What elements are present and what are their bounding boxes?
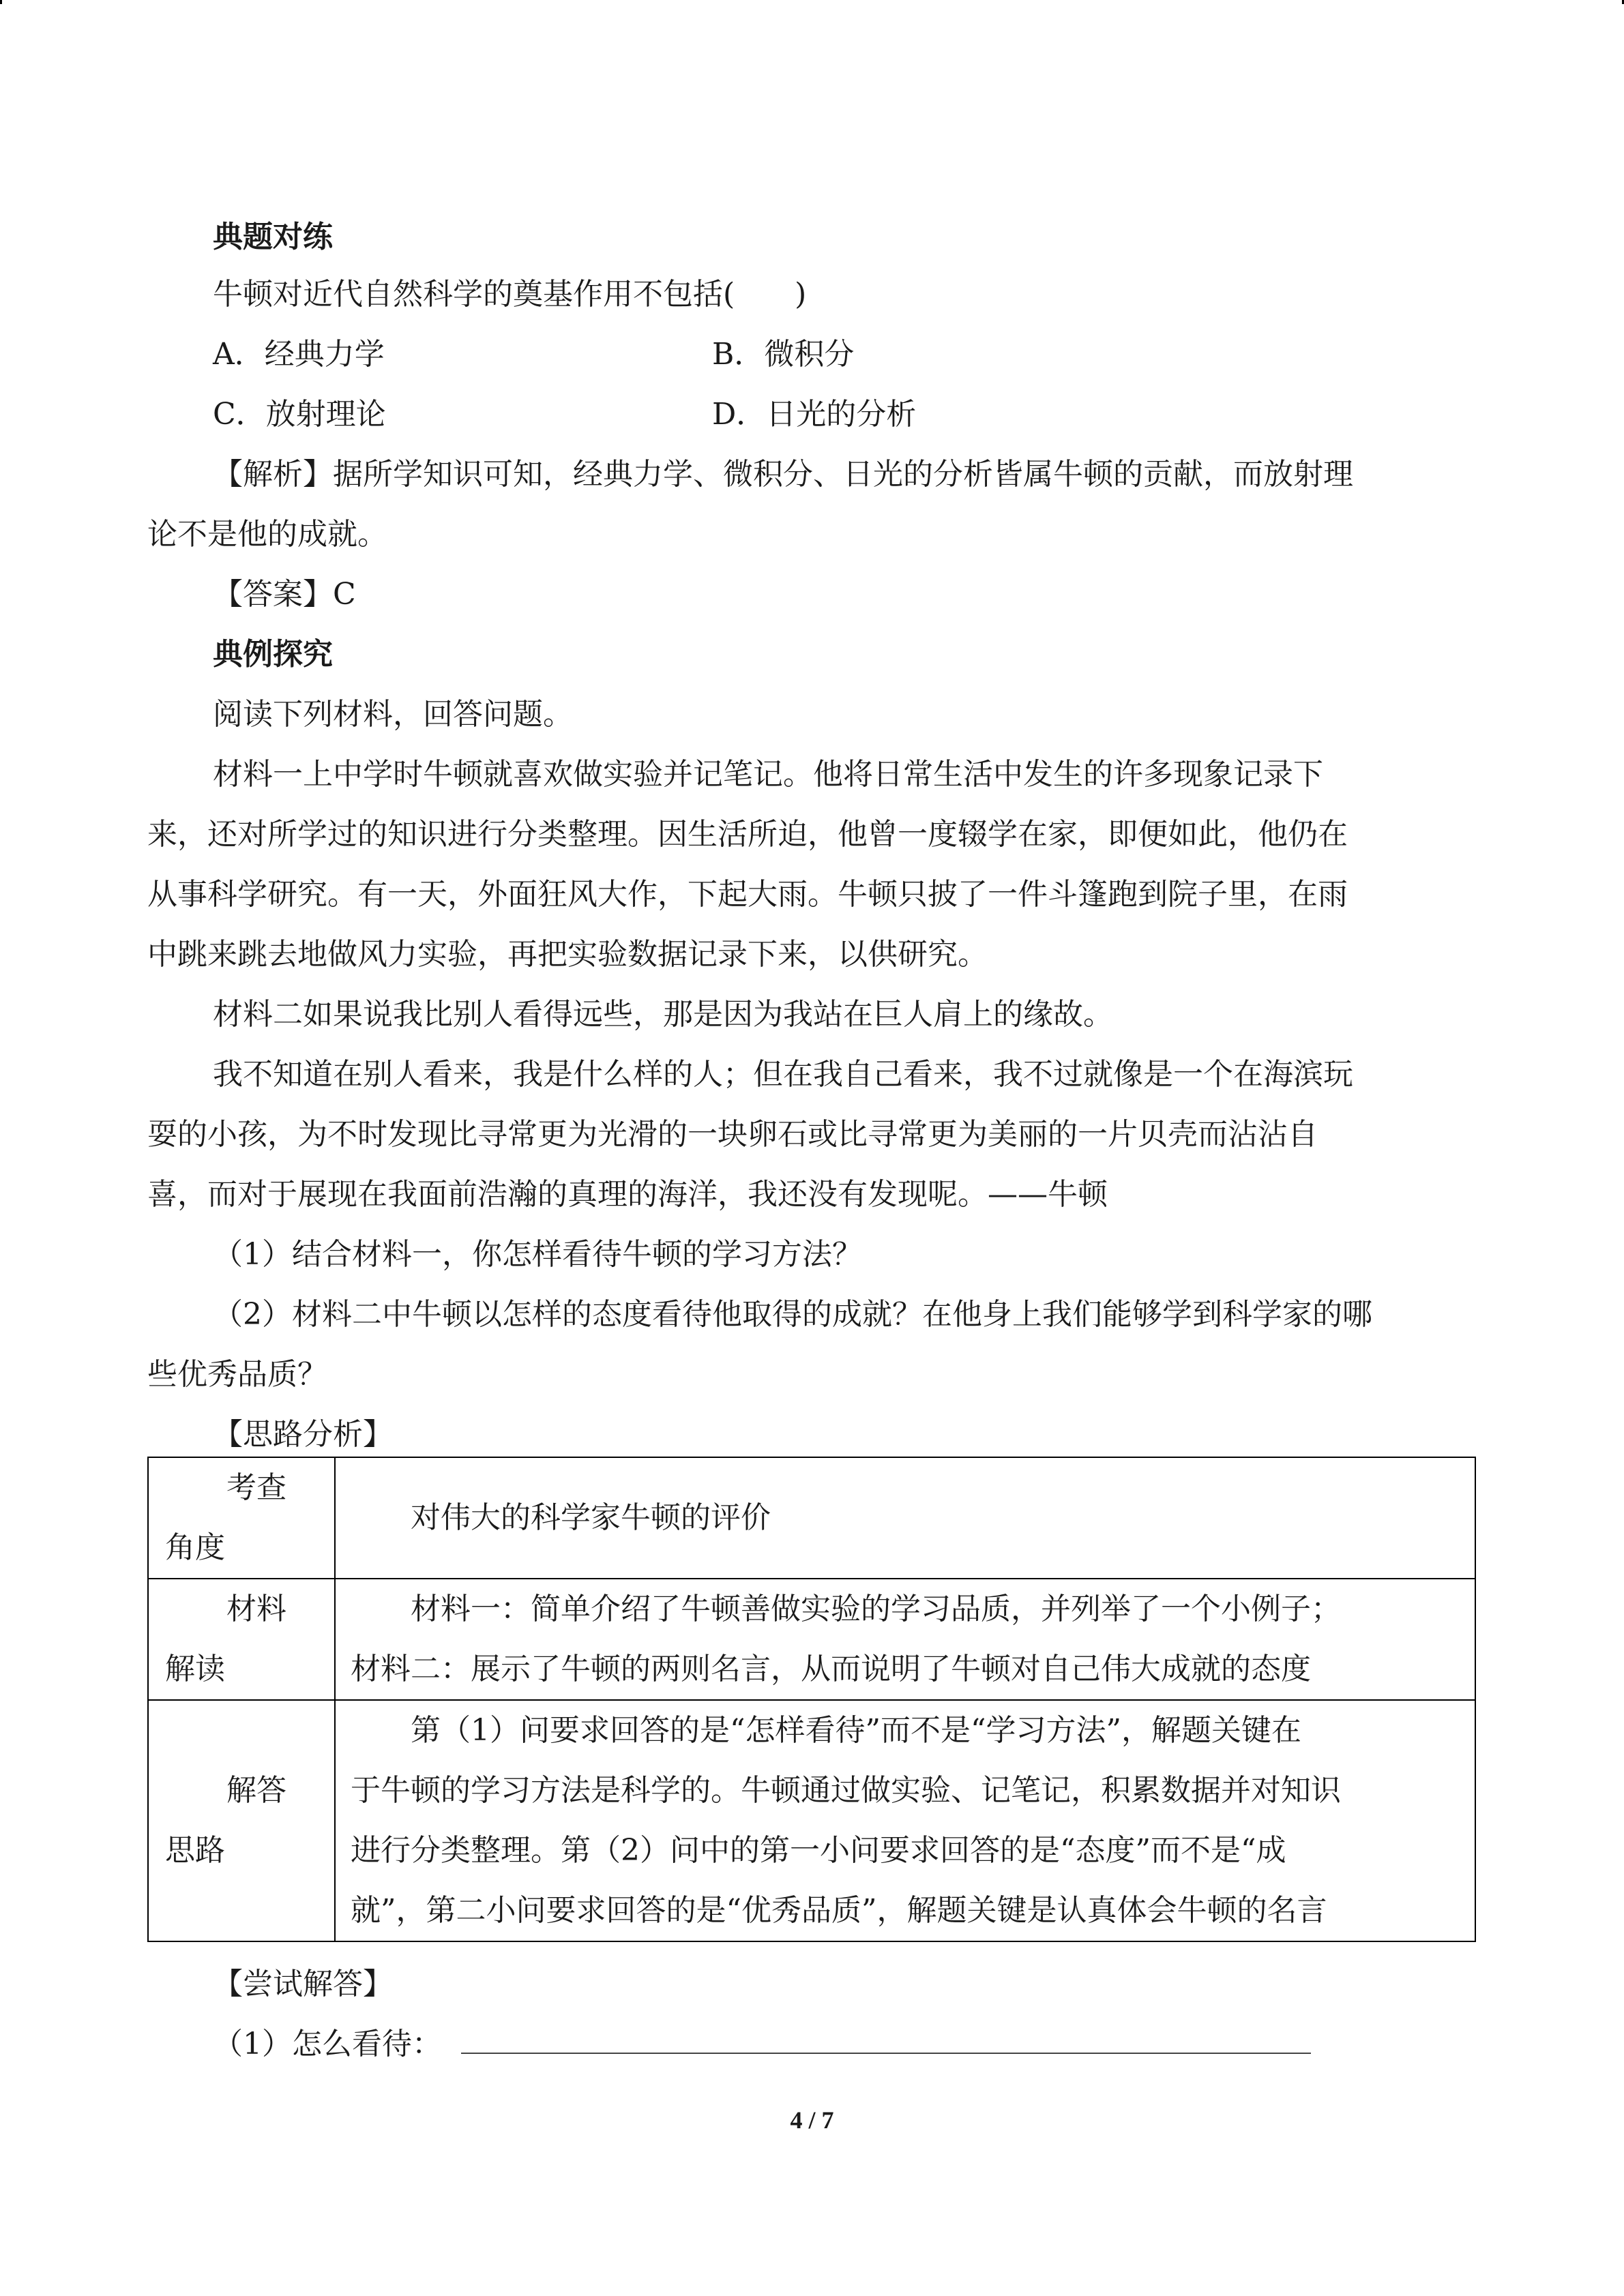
answer-blank-line[interactable] xyxy=(461,2053,1311,2054)
row3-body-3: 进行分类整理。第（2）问中的第一小问要求回答的是“态度”而不是“成 xyxy=(351,1833,1286,1868)
material2-line-2: 我不知道在别人看来，我是什么样的人；但在我自己看来，我不过就像是一个在海滨玩 xyxy=(213,1057,1353,1092)
material1-line-1: 材料一上中学时牛顿就喜欢做实验并记笔记。他将日常生活中发生的许多现象记录下 xyxy=(213,757,1323,792)
practice-analysis-line-2: 论不是他的成就。 xyxy=(147,517,387,552)
table-row xyxy=(148,1579,1475,1700)
try-heading: 【尝试解答】 xyxy=(213,1967,393,2001)
material1-line-2: 来，还对所学过的知识进行分类整理。因生活所迫，他曾一度辍学在家，即便如此，他仍在 xyxy=(147,817,1348,852)
question-1: （1）结合材料一，你怎样看待牛顿的学习方法？ xyxy=(213,1237,862,1272)
practice-question: 牛顿对近代自然科学的奠基作用不包括( ) xyxy=(213,277,807,312)
row2-body-1: 材料一：简单介绍了牛顿善做实验的学习品质，并列举了一个小例子； xyxy=(411,1592,1341,1626)
material2-line-3: 耍的小孩，为不时发现比寻常更为光滑的一块卵石或比寻常更为美丽的一片贝壳而沾沾自 xyxy=(147,1117,1318,1152)
row2-head-1: 材料 xyxy=(226,1592,286,1626)
practice-analysis-line-1: 【解析】据所学知识可知，经典力学、微积分、日光的分析皆属牛顿的贡献，而放射理 xyxy=(213,457,1353,492)
page-number: 4 / 7 xyxy=(790,2106,834,2134)
table-head-cell xyxy=(148,1457,335,1579)
question-2-line-1: （2）材料二中牛顿以怎样的态度看待他取得的成就？在他身上我们能够学到科学家的哪 xyxy=(213,1297,1372,1332)
example-heading: 典例探究 xyxy=(213,637,333,672)
row3-head-1: 解答 xyxy=(226,1773,286,1808)
table-head-cell xyxy=(148,1579,335,1700)
row3-body-4: 就”，第二小问要求回答的是“优秀品质”，解题关键是认真体会牛顿的名言 xyxy=(351,1893,1327,1928)
row1-head-2: 角度 xyxy=(165,1530,225,1565)
row3-head-2: 思路 xyxy=(165,1833,225,1868)
try-question-1: （1）怎么看待： xyxy=(213,2027,442,2061)
row1-head-1: 考查 xyxy=(226,1470,286,1505)
row3-body-2: 于牛顿的学习方法是科学的。牛顿通过做实验、记笔记，积累数据并对知识 xyxy=(351,1773,1341,1808)
table-body-cell xyxy=(335,1700,1475,1941)
table-body-cell xyxy=(335,1457,1475,1579)
example-instruction: 阅读下列材料，回答问题。 xyxy=(213,697,573,732)
option-a: A．经典力学 xyxy=(213,337,385,372)
table-head-cell xyxy=(148,1700,335,1941)
question-2-line-2: 些优秀品质？ xyxy=(147,1357,327,1392)
row2-head-2: 解读 xyxy=(165,1652,225,1686)
row2-body-2: 材料二：展示了牛顿的两则名言，从而说明了牛顿对自己伟大成就的态度 xyxy=(351,1652,1311,1686)
material2-line-4: 喜，而对于展现在我面前浩瀚的真理的海洋，我还没有发现呢。——牛顿 xyxy=(147,1177,1108,1212)
practice-heading: 典题对练 xyxy=(213,220,333,254)
analysis-table xyxy=(147,1457,1476,1942)
row3-body-1: 第（1）问要求回答的是“怎样看待”而不是“学习方法”，解题关键在 xyxy=(411,1713,1301,1748)
material1-line-3: 从事科学研究。有一天，外面狂风大作，下起大雨。牛顿只披了一件斗篷跑到院子里，在雨 xyxy=(147,877,1348,912)
row1-body-1: 对伟大的科学家牛顿的评价 xyxy=(411,1500,771,1535)
material2-line-1: 材料二如果说我比别人看得远些，那是因为我站在巨人肩上的缘故。 xyxy=(213,997,1113,1032)
table-body-cell xyxy=(335,1579,1475,1700)
table-row xyxy=(148,1457,1475,1579)
option-d: D．日光的分析 xyxy=(712,397,917,432)
practice-answer: 【答案】C xyxy=(213,577,356,612)
material1-line-4: 中跳来跳去地做风力实验，再把实验数据记录下来，以供研究。 xyxy=(147,937,988,972)
option-b: B．微积分 xyxy=(712,337,855,372)
analysis-heading: 【思路分析】 xyxy=(213,1417,393,1452)
corner-mark-left xyxy=(0,0,2,4)
option-c: C．放射理论 xyxy=(213,397,386,432)
table-row xyxy=(148,1700,1475,1941)
